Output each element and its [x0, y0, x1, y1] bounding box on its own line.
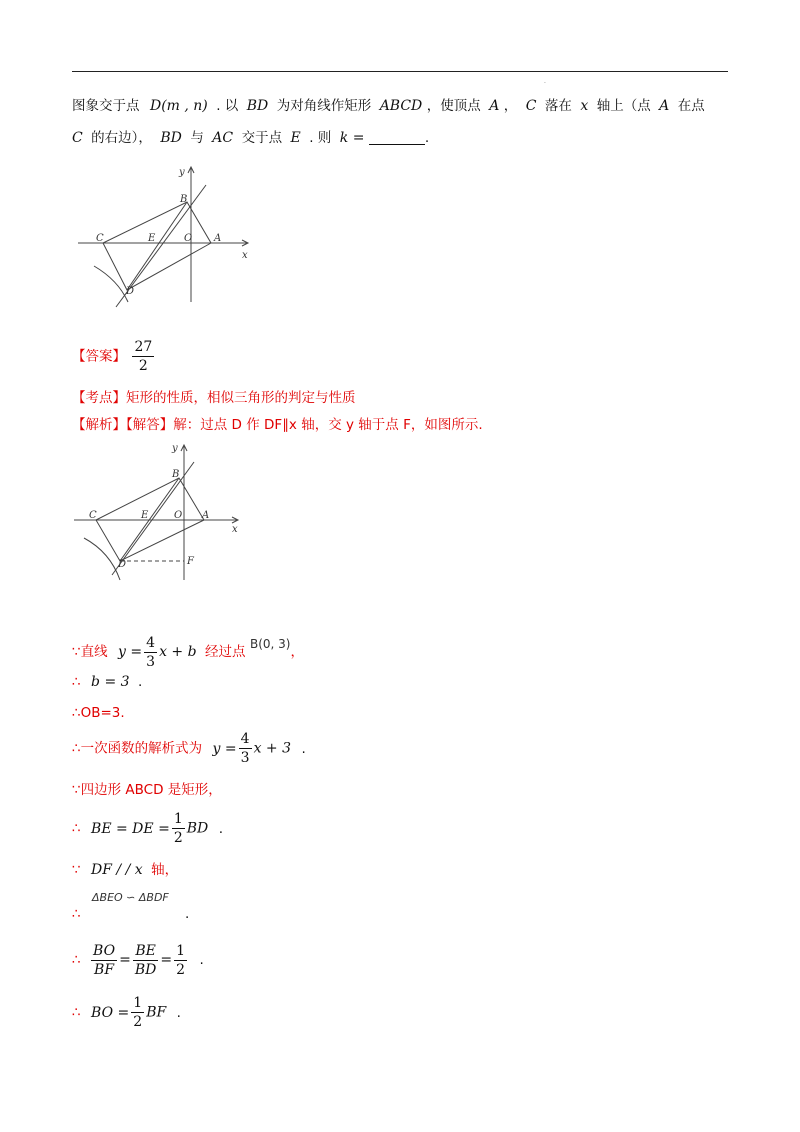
problem-line-2: C 的右边）， BD 与 AC 交于点 E . 则 k = .	[72, 130, 430, 146]
answer-tag: 【答案】	[72, 348, 126, 365]
header-rule	[72, 71, 728, 72]
label-O: O	[184, 233, 193, 244]
step-8: ∴ .	[72, 906, 190, 922]
label-x: x	[242, 250, 248, 261]
point-B-image: B(0, 3)	[249, 637, 291, 651]
answer-row	[72, 338, 156, 375]
kaodian-tag: 【考点】	[72, 390, 126, 406]
jiexi-tag: 【解析】【解答】	[72, 417, 174, 433]
step-7: ∵ DF / / x 轴，	[72, 862, 179, 878]
step-4: ∴一次函数的解析式为 y = $\frac{4}{3}$ x + 3 .	[72, 731, 306, 766]
step-5: ∵四边形 ABCD 是矩形，	[72, 782, 222, 798]
figure-2-labels	[89, 443, 238, 570]
answer-fraction: $\frac{27}{2}$	[134, 339, 153, 374]
step-6: ∴ BE = DE = $\frac{1}{2}$ BD .	[72, 811, 223, 846]
step-1: ∵直线 y = $\frac{4}{3}$ x + b 经过点 B(0, 3)，	[72, 634, 304, 670]
jiexi-row	[72, 415, 483, 435]
hyperbola-branch	[94, 266, 128, 302]
jiexi-text: 解：过点 D 作 DF∥x 轴，交 y 轴于点 F，如图所示.	[173, 417, 483, 433]
label-F: F	[187, 556, 194, 567]
kaodian-row	[72, 388, 356, 408]
label-O: O	[174, 510, 183, 521]
label-E: E	[141, 510, 149, 521]
label-x: x	[232, 524, 238, 535]
step-8-image: ΔBEO ∽ ΔBDF	[92, 891, 169, 904]
step-9: ∴ $\frac{BO}{BF}$ = $\frac{BE}{BD}$ = $\frac{1}{2}$ .	[72, 942, 204, 978]
label-y: y	[179, 167, 185, 178]
label-C: C	[89, 510, 97, 521]
label-y: y	[172, 443, 178, 454]
step-3: ∴OB=3.	[72, 705, 125, 721]
figure-1-labels	[96, 167, 248, 297]
label-B: B	[172, 469, 180, 480]
kaodian-text: 矩形的性质，相似三角形的判定与性质	[126, 390, 356, 406]
label-E: E	[148, 233, 156, 244]
figure-1	[76, 162, 260, 310]
answer-blank	[369, 130, 425, 145]
label-C: C	[96, 233, 104, 244]
label-D: D	[118, 559, 127, 570]
label-B: B	[180, 194, 188, 205]
figure-2	[72, 440, 248, 585]
label-A: A	[214, 233, 222, 244]
hyperbola-branch	[84, 538, 120, 580]
problem-line-1: 图象交于点 D(m , n) . 以 BD 为对角线作矩形 ABCD ，使顶点 A ， C 落在 x 轴上（点 A 在点	[72, 98, 705, 114]
header-dot: ·	[544, 80, 546, 87]
step-2: ∴ b = 3 .	[72, 674, 143, 690]
diagonal-BD	[127, 202, 187, 290]
label-A: A	[202, 510, 210, 521]
label-D: D	[126, 286, 135, 297]
step-10: ∴ BO = $\frac{1}{2}$ BF .	[72, 995, 181, 1030]
